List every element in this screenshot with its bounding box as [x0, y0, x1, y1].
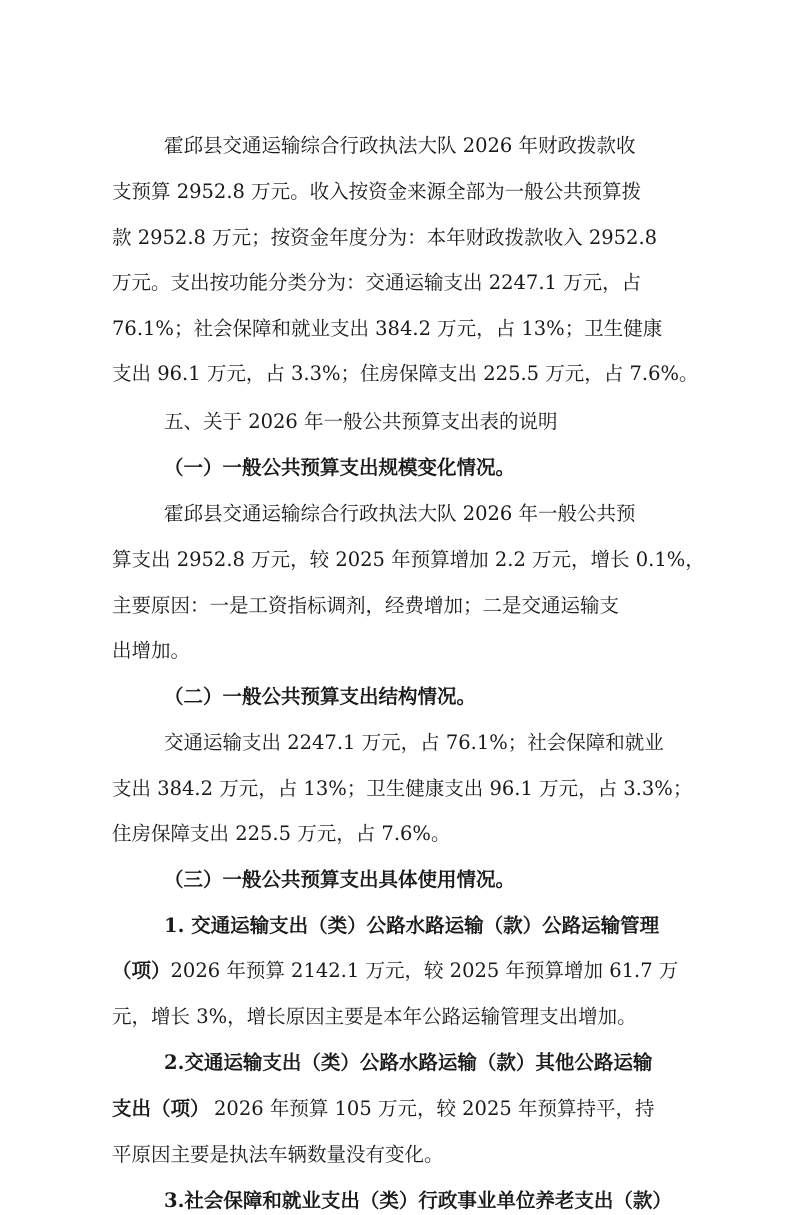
paragraph-1-line-4: 万元。支出按功能分类分为：交通运输支出 2247.1 万元，占	[112, 271, 642, 294]
paragraph-3-line-1: 交通运输支出 2247.1 万元，占 76.1%；社会保障和就业	[164, 731, 664, 754]
paragraph-1-line-2: 支预算 2952.8 万元。收入按资金来源全部为一般公共预算拨	[112, 180, 642, 203]
paragraph-1-line-1: 霍邱县交通运输综合行政执法大队 2026 年财政拨款收	[164, 134, 636, 157]
item-1-line-2	[112, 957, 678, 985]
paragraph-2-line-1: 霍邱县交通运输综合行政执法大队 2026 年一般公共预	[164, 502, 636, 525]
item-2-line-2-text: 2026 年预算 105 万元，较 2025 年预算持平，持	[214, 1097, 655, 1120]
paragraph-2-line-2: 算支出 2952.8 万元，较 2025 年预算增加 2.2 万元，增长 0.1%，	[112, 548, 705, 571]
paragraph-1-line-3: 款 2952.8 万元；按资金年度分为：本年财政拨款收入 2952.8	[112, 226, 658, 249]
item-2-title: 2.交通运输支出（类）公路水路运输（款）其他公路运输	[164, 1051, 653, 1074]
paragraph-2-line-4: 出增加。	[112, 639, 191, 662]
item-1-title: 1. 交通运输支出（类）公路水路运输（款）公路运输管理	[164, 914, 660, 937]
item-1-title-suffix: （项）	[112, 959, 171, 982]
paragraph-1-line-5: 76.1%；社会保障和就业支出 384.2 万元，占 13%；卫生健康	[112, 317, 663, 340]
paragraph-1-line-6: 支出 96.1 万元，占 3.3%；住房保障支出 225.5 万元，占 7.6%。	[112, 362, 699, 385]
item-1-text-1: 2026 年预算 2142.1 万元，较 2025 年预算增加 61.7 万	[170, 959, 679, 982]
subheading-2: （二）一般公共预算支出结构情况。	[164, 685, 477, 708]
paragraph-2-line-3: 主要原因：一是工资指标调剂，经费增加；二是交通运输支	[112, 594, 620, 617]
subheading-3: （三）一般公共预算支出具体使用情况。	[164, 868, 516, 891]
item-1-line-3: 元，增长 3%，增长原因主要是本年公路运输管理支出增加。	[112, 1005, 637, 1028]
subheading-1: （一）一般公共预算支出规模变化情况。	[164, 456, 516, 479]
item-3-title: 3.社会保障和就业支出（类）行政事业单位养老支出（款）	[164, 1189, 672, 1212]
item-2-line-3: 平原因主要是执法车辆数量没有变化。	[112, 1143, 444, 1166]
item-2-line-2-title: 支出（项）	[112, 1097, 210, 1120]
paragraph-3-line-2: 支出 384.2 万元，占 13%；卫生健康支出 96.1 万元，占 3.3%；	[112, 777, 693, 800]
section-heading-5: 五、关于 2026 年一般公共预算支出表的说明	[164, 410, 558, 433]
paragraph-3-line-3: 住房保障支出 225.5 万元，占 7.6%。	[112, 822, 451, 845]
